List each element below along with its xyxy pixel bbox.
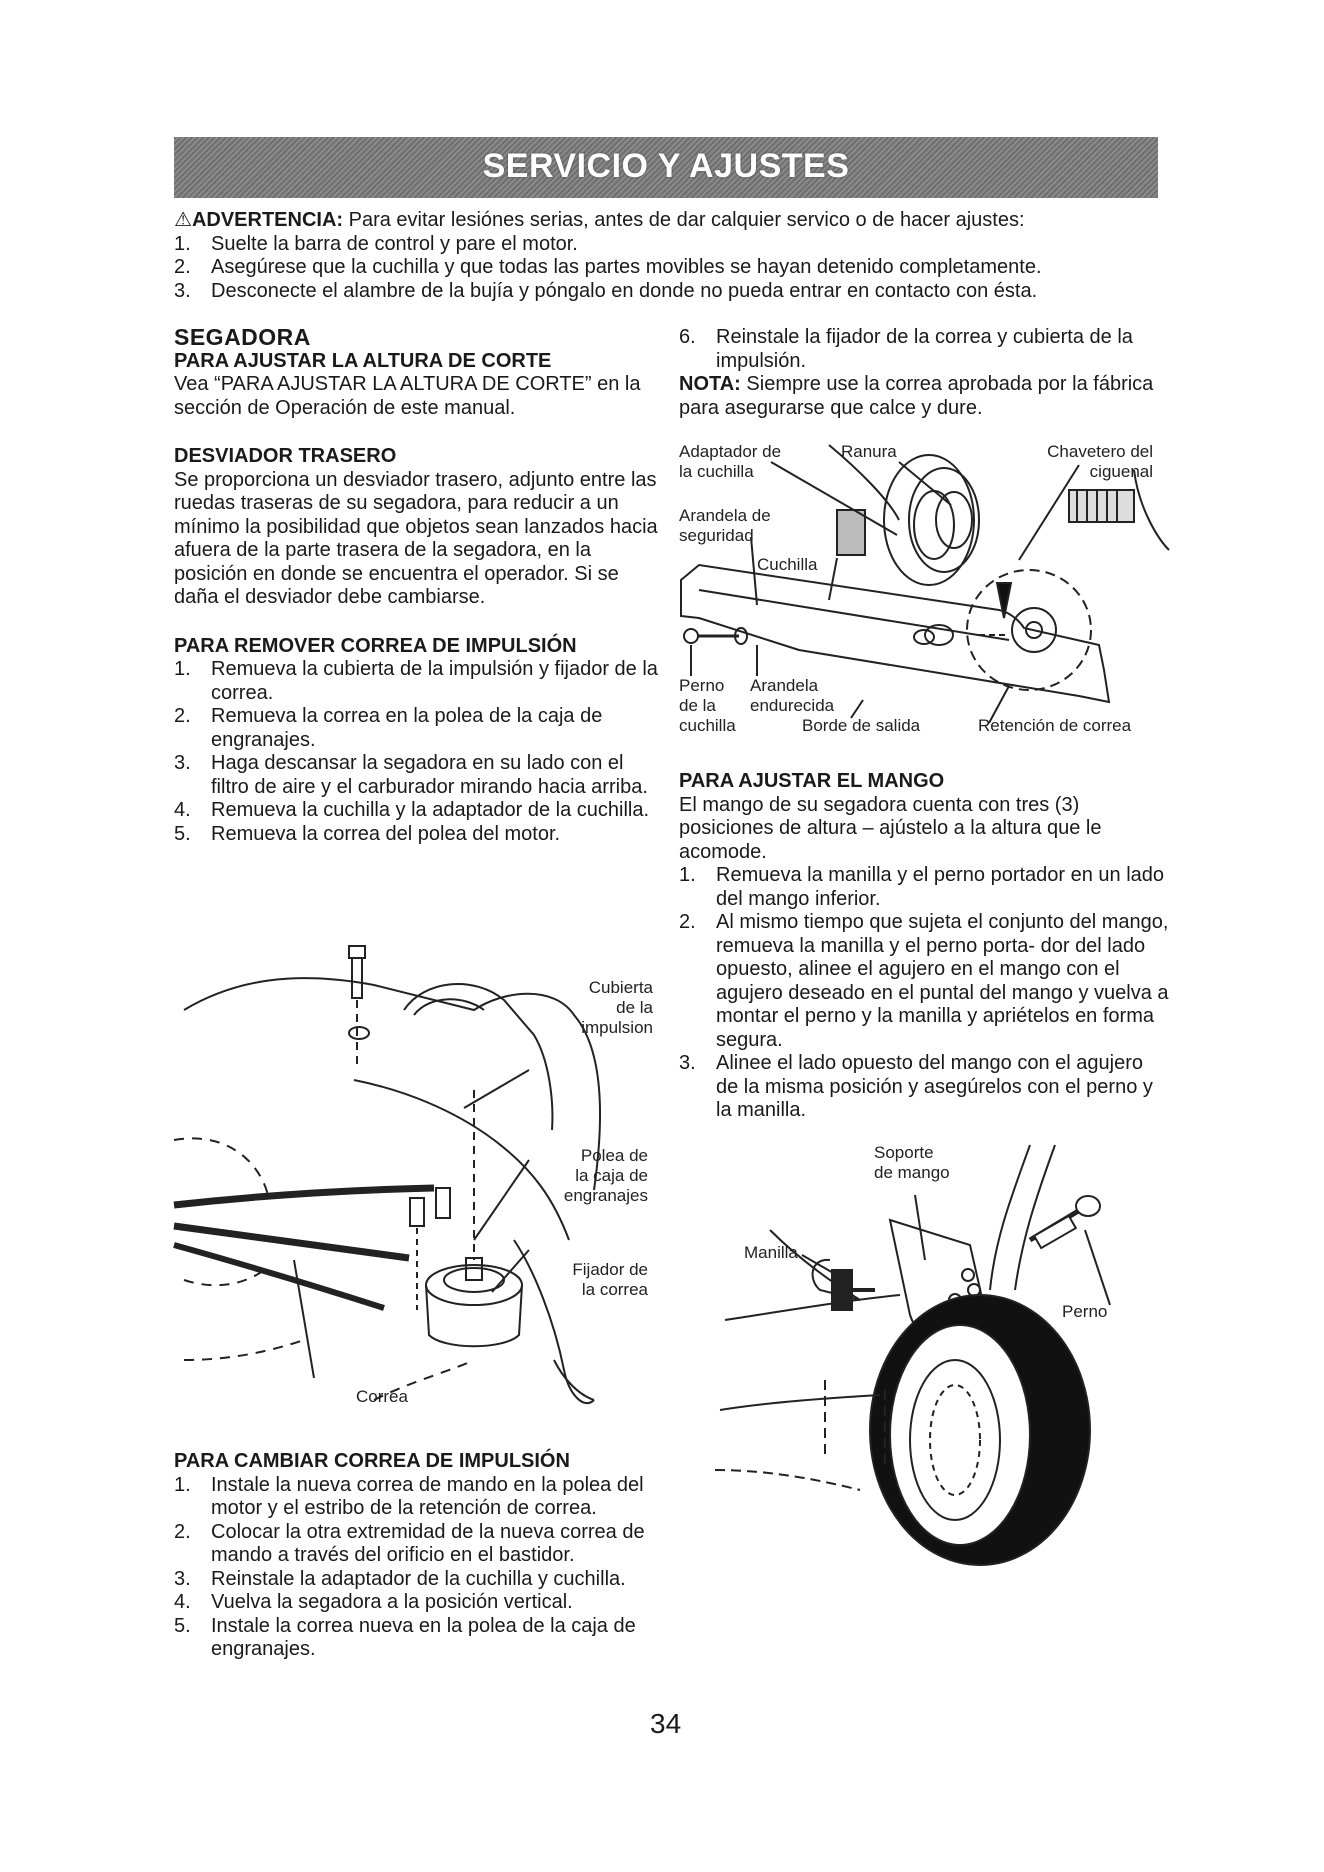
note-text: Siempre use la correa aprobada por la fábrica para asegurarse que calce y dure. bbox=[679, 373, 1154, 419]
remove-belt-title: PARA REMOVER CORREA DE IMPULSIÓN bbox=[174, 634, 577, 657]
list-item bbox=[679, 864, 1169, 911]
handle-section bbox=[679, 770, 1169, 1123]
list-number: 3. bbox=[174, 279, 191, 302]
hardened-washer-label bbox=[750, 676, 834, 716]
warning-block bbox=[174, 209, 1164, 303]
label-line: la correa bbox=[581, 1280, 648, 1299]
label-line: Perno bbox=[679, 676, 725, 695]
list-number: 4. bbox=[174, 1591, 191, 1613]
label-line: Arandela de bbox=[679, 506, 771, 525]
list-item bbox=[174, 256, 1164, 280]
list-number: 1. bbox=[174, 1473, 191, 1496]
label-line: la cuchilla bbox=[679, 462, 754, 481]
label-line: seguridad bbox=[679, 526, 754, 545]
slot-label: Ranura bbox=[841, 442, 897, 461]
label-line: Adaptador de bbox=[679, 442, 782, 461]
right-column bbox=[679, 326, 1169, 420]
warning-intro bbox=[174, 209, 1164, 233]
list-number: 2. bbox=[679, 911, 696, 933]
handle-bracket-label bbox=[874, 1143, 950, 1183]
rear-deflector-title: DESVIADOR TRASERO bbox=[174, 445, 397, 467]
change-belt-list bbox=[174, 1474, 664, 1662]
label-line: Arandela bbox=[750, 676, 819, 695]
label-line: impulsion bbox=[581, 1018, 653, 1037]
list-text: Remueva la correa en la polea de la caja de engranajes. bbox=[211, 705, 603, 751]
list-text: Remueva la manilla y el perno portador en un lado del mango inferior. bbox=[716, 864, 1165, 910]
cut-height-title: PARA AJUSTAR LA ALTURA DE CORTE bbox=[174, 349, 552, 372]
list-item bbox=[174, 1591, 664, 1615]
handle-intro: El mango de su segadora cuenta con tres (3) posiciones de altura – ajústelo a la altura que le acomode. bbox=[679, 793, 1102, 863]
list-number: 1. bbox=[679, 864, 696, 886]
label-line: Polea de bbox=[580, 1146, 648, 1165]
list-text: Instale la nueva correa de mando en la polea del motor y el estribo de la retención de correa. bbox=[211, 1473, 644, 1519]
warning-triangle-icon: ⚠ bbox=[174, 209, 192, 231]
note bbox=[679, 373, 1169, 420]
label-line: cuchilla bbox=[679, 716, 736, 735]
cut-height-text: Vea “PARA AJUSTAR LA ALTURA DE CORTE” en la sección de Operación de este manual. bbox=[174, 373, 641, 419]
list-number: 1. bbox=[174, 232, 191, 255]
list-item bbox=[174, 1615, 664, 1662]
list-item bbox=[679, 911, 1169, 1052]
list-number: 2. bbox=[174, 256, 191, 278]
list-item bbox=[174, 823, 664, 847]
list-text: Desconecte el alambre de la bujía y póngalo en donde no pueda entrar en contacto con ésta. bbox=[211, 279, 1038, 302]
list-number: 2. bbox=[174, 705, 191, 727]
handle-title: PARA AJUSTAR EL MANGO bbox=[679, 770, 945, 792]
list-text: Haga descansar la segadora en su lado con el filtro de aire y el carburador mirando hacia arriba. bbox=[211, 752, 648, 798]
warning-heading: ADVERTENCIA: bbox=[191, 209, 344, 231]
handle-illustration bbox=[710, 1140, 1150, 1560]
belt-cover-label bbox=[573, 978, 653, 1038]
section-title: SEGADORA bbox=[174, 324, 311, 350]
list-item bbox=[174, 1521, 664, 1568]
list-number: 3. bbox=[174, 752, 191, 774]
list-text: Al mismo tiempo que sujeta el conjunto del mango, remueva la manilla y el perno porta- dor del lado opuesto, alinee el agujero en el mango con el agujero deseado en el puntal del mango y vuelva a montar el perno y la manilla y apriételos en forma segura. bbox=[716, 911, 1169, 1051]
list-number: 6. bbox=[679, 326, 696, 348]
rear-deflector-text: Se proporciona un desviador trasero, adjunto entre las ruedas traseras de su segadora, para reducir a un mínimo la posibilidad que objetos sean lanzados hacia afuera de la parte trasera de la segadora, en la posición en donde se encuentra el operador. Si se daña el desviador debe cambiarse. bbox=[174, 468, 658, 608]
list-item bbox=[174, 658, 664, 705]
page-number: 34 bbox=[650, 1708, 682, 1739]
remove-belt-list bbox=[174, 658, 664, 846]
list-text: Asegúrese que la cuchilla y que todas las partes movibles se hayan detenido completamente. bbox=[211, 256, 1042, 278]
label-line: la caja de bbox=[575, 1166, 648, 1185]
crankshaft-key-label bbox=[1035, 442, 1153, 482]
list-text: Remueva la correa del polea del motor. bbox=[211, 822, 561, 845]
blade-adapter-label bbox=[679, 442, 781, 482]
lock-washer-label bbox=[679, 506, 771, 546]
list-number: 5. bbox=[174, 822, 191, 845]
warning-text: Para evitar lesiónes serias, antes de dar calquier servico o de hacer ajustes: bbox=[348, 209, 1025, 231]
list-number: 3. bbox=[174, 1567, 191, 1590]
list-text: Vuelva la segadora a la posición vertical. bbox=[211, 1591, 573, 1613]
blade-bolt-label bbox=[679, 676, 736, 736]
list-text: Remueva la cubierta de la impulsión y fijador de la correa. bbox=[211, 658, 658, 704]
list-text: Reinstale la adaptador de la cuchilla y cuchilla. bbox=[211, 1567, 626, 1590]
belt-retention-label: Retención de correa bbox=[978, 716, 1132, 735]
list-text: Reinstale la fijador de la correa y cubierta de la impulsión. bbox=[716, 326, 1133, 372]
handle-bolt-label: Perno bbox=[1062, 1302, 1108, 1321]
list-text: Colocar la otra extremidad de la nueva correa de mando a través del orificio en el bastidor. bbox=[211, 1520, 645, 1566]
list-number: 2. bbox=[174, 1520, 191, 1543]
warning-list bbox=[174, 233, 1164, 304]
label-line: Cubierta bbox=[588, 978, 653, 997]
note-label: NOTA: bbox=[679, 373, 741, 395]
list-item bbox=[174, 280, 1164, 304]
list-number: 3. bbox=[679, 1052, 696, 1074]
list-text: Alinee el lado opuesto del mango con el agujero de la misma posición y asegúrelos con el perno y la manilla. bbox=[716, 1052, 1153, 1121]
label-line: Soporte bbox=[874, 1143, 934, 1162]
list-item bbox=[679, 326, 1169, 373]
label-line: engranajes bbox=[563, 1186, 648, 1205]
label-line: de mango bbox=[874, 1163, 950, 1182]
belt-keeper-label bbox=[548, 1260, 648, 1300]
change-belt-section bbox=[174, 1450, 664, 1662]
label-line: ciguenal bbox=[1089, 462, 1153, 481]
list-item bbox=[174, 233, 1164, 257]
list-item bbox=[174, 1568, 664, 1592]
list-number: 4. bbox=[174, 799, 191, 821]
belt-label: Correa bbox=[356, 1387, 408, 1406]
list-number: 1. bbox=[174, 658, 191, 680]
list-item bbox=[679, 1052, 1169, 1123]
knob-label: Manilla bbox=[744, 1243, 798, 1262]
handle-list bbox=[679, 864, 1169, 1123]
list-number: 5. bbox=[174, 1614, 191, 1637]
list-text: Suelte la barra de control y pare el motor. bbox=[211, 232, 578, 255]
label-line: de la bbox=[679, 696, 716, 715]
list-text: Instale la correa nueva en la polea de la caja de engranajes. bbox=[211, 1614, 636, 1660]
label-line: Fijador de bbox=[572, 1260, 648, 1279]
label-line: endurecida bbox=[750, 696, 835, 715]
section-banner bbox=[174, 137, 1158, 198]
label-line: de la bbox=[616, 998, 653, 1017]
list-item bbox=[174, 1474, 664, 1521]
list-text: Remueva la cuchilla y la adaptador de la cuchilla. bbox=[211, 799, 650, 821]
blade-label: Cuchilla bbox=[757, 555, 818, 574]
left-column bbox=[174, 326, 664, 846]
list-item bbox=[174, 799, 664, 823]
gearbox-pulley-label bbox=[548, 1146, 648, 1206]
change-belt-title: PARA CAMBIAR CORREA DE IMPULSIÓN bbox=[174, 1450, 570, 1472]
trailing-edge-label: Borde de salida bbox=[802, 716, 921, 735]
remove-belt-list-continued bbox=[679, 326, 1169, 373]
label-line: Chavetero del bbox=[1047, 442, 1153, 461]
list-item bbox=[174, 705, 664, 752]
page-title: SERVICIO Y AJUSTES bbox=[482, 147, 850, 185]
list-item bbox=[174, 752, 664, 799]
